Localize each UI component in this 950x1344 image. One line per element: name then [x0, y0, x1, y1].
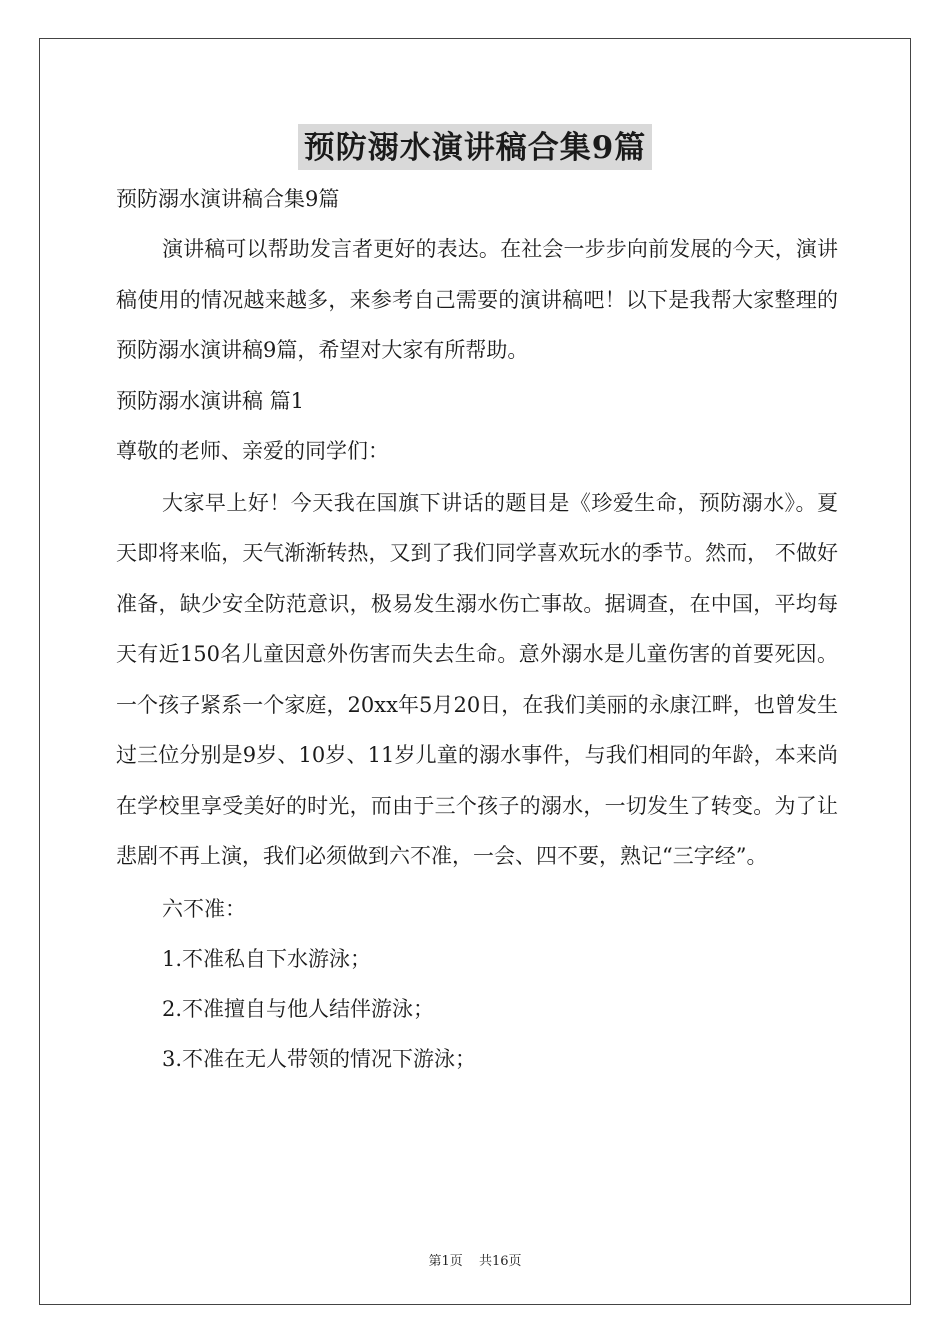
- document-body: [116, 178, 838, 1084]
- six-rules-heading: 六不准：: [162, 896, 246, 921]
- document-title: 预防溺水演讲稿合集9篇: [298, 124, 653, 170]
- salutation: 尊敬的老师、亲爱的同学们：: [116, 438, 389, 463]
- rule-item: 1.不准私自下水游泳；: [162, 946, 372, 971]
- subtitle-line: 预防溺水演讲稿合集9篇: [116, 187, 340, 211]
- page-number: 第1页: [428, 1254, 463, 1269]
- page-footer: [0, 1250, 950, 1269]
- speech-paragraph: 大家早上好！今天我在国旗下讲话的题目是《珍爱生命，预防溺水》。夏天即将来临，天气渐渐转热，又到了我们同学喜欢玩水的季节。然而， 不做好准备，缺少安全防范意识，极易发生溺水伤亡事故。据调查，在中国，平均每天有近150名儿童因意外伤害而失去生命。意外溺水是儿童伤害的首要死因。一个孩子紧系一个家庭，20xx年5月20日，在我们美丽的永康江畔，也曾发生过三位分别是9岁、10岁、11岁儿童的溺水事件，与我们相同的年龄，本来尚在学校里享受美好的时光，而由于三个孩子的溺水，一切发生了转变。为了让悲剧不再上演，我们必须做到六不准，一会、四不要，熟记“三字经”。: [116, 490, 838, 868]
- section-heading: 预防溺水演讲稿 篇1: [116, 388, 305, 413]
- rule-item: 2.不准擅自与他人结伴游泳；: [162, 996, 435, 1021]
- page-total: 共16页: [478, 1254, 522, 1269]
- title-container: [0, 124, 950, 170]
- intro-paragraph: 演讲稿可以帮助发言者更好的表达。在社会一步步向前发展的今天，演讲稿使用的情况越来越多，来参考自己需要的演讲稿吧！以下是我帮大家整理的预防溺水演讲稿9篇，希望对大家有所帮助。: [116, 237, 838, 362]
- rule-item: 3.不准在无人带领的情况下游泳；: [162, 1046, 477, 1071]
